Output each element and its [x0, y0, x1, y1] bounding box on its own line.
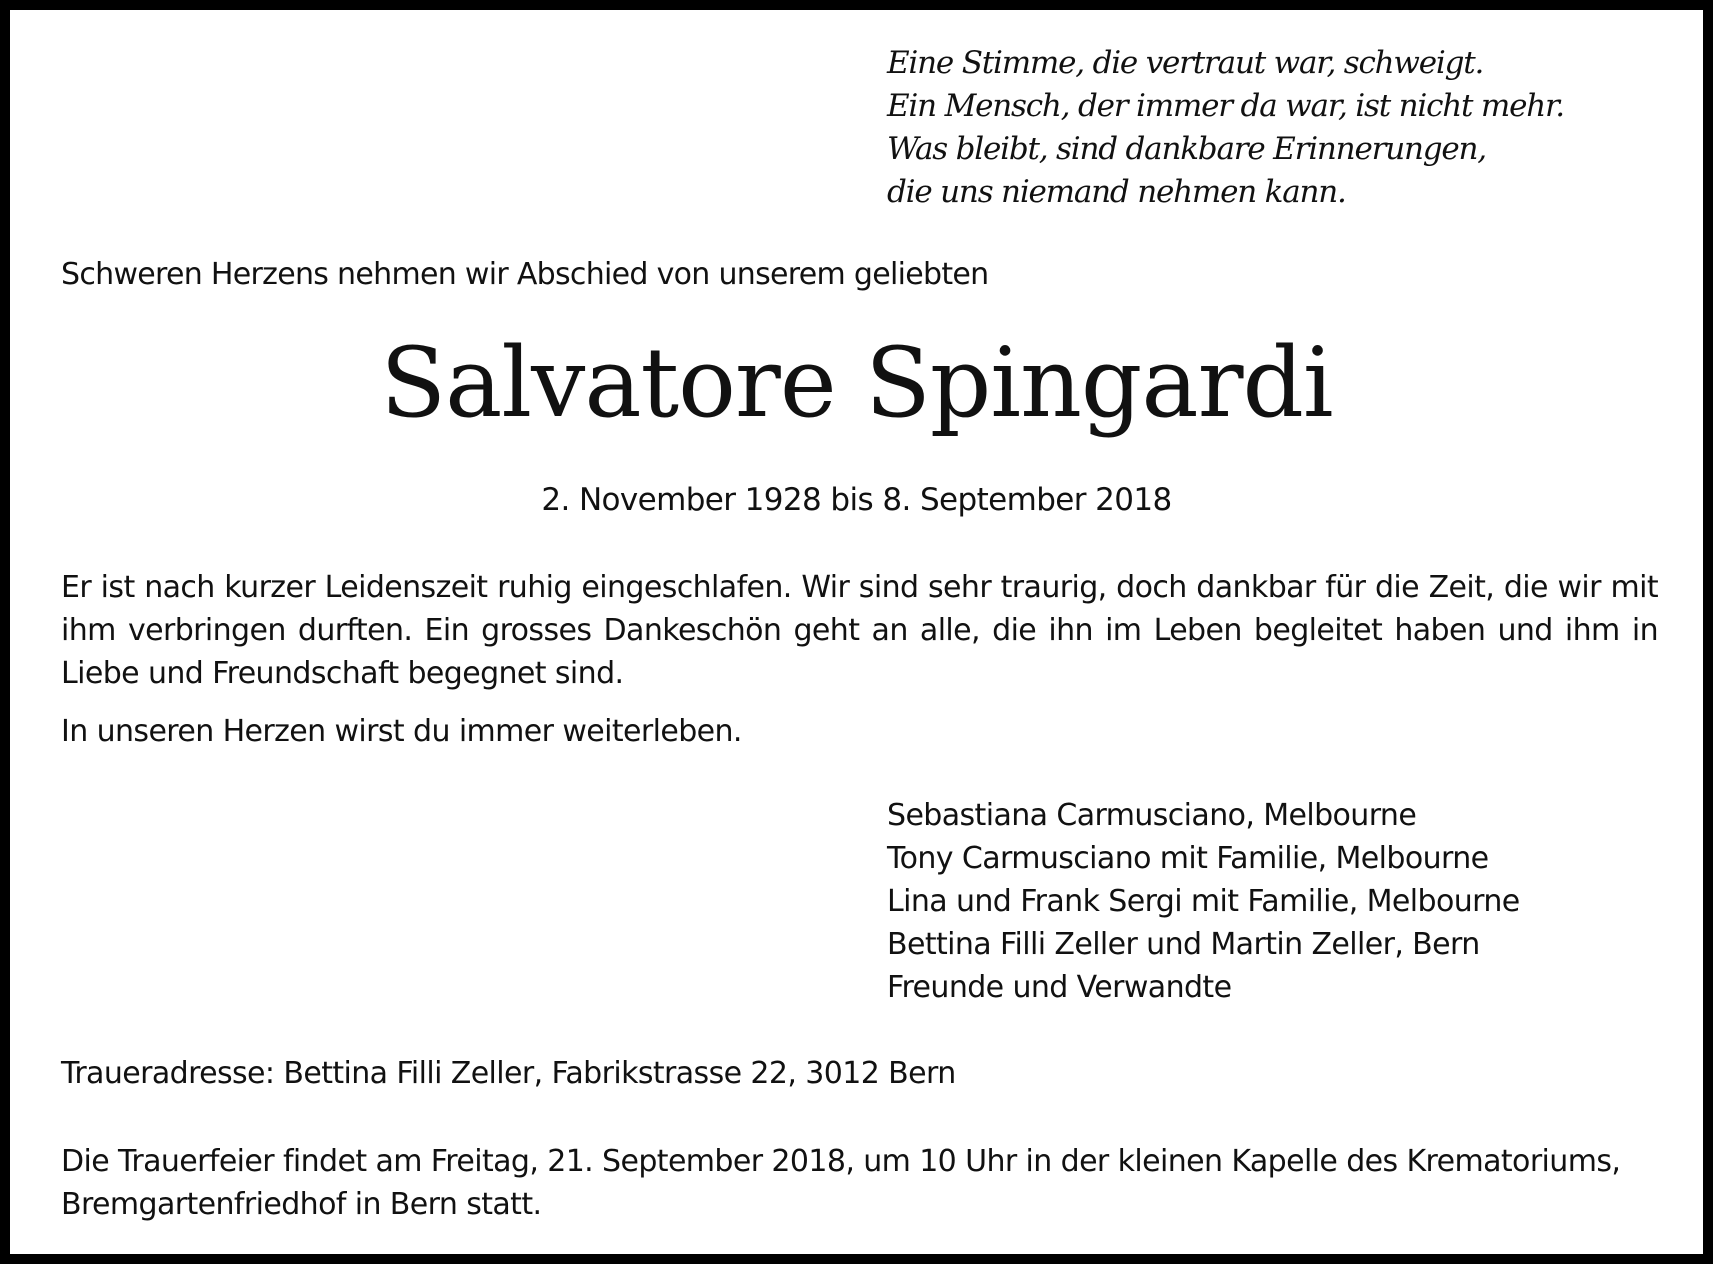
mourning-address: Traueradresse: Bettina Filli Zeller, Fabrikstrasse 22, 3012 Bern	[61, 1056, 956, 1091]
mourner-entry: Tony Carmusciano mit Familie, Melbourne	[887, 841, 1489, 876]
obituary-notice	[10, 10, 1703, 1254]
life-dates: 2. November 1928 bis 8. September 2018	[541, 482, 1172, 518]
mourner-entry: Lina und Frank Sergi mit Familie, Melbourne	[887, 884, 1520, 919]
mourner-entry: Sebastiana Carmusciano, Melbourne	[887, 798, 1417, 833]
memorial-poem	[887, 42, 1564, 214]
poem-line: die uns niemand nehmen kann.	[887, 174, 1346, 210]
closing-line: In unseren Herzen wirst du immer weiterleben.	[61, 714, 742, 749]
intro-text: Schweren Herzens nehmen wir Abschied von unserem geliebten	[61, 257, 989, 292]
poem-line: Ein Mensch, der immer da war, ist nicht mehr.	[887, 88, 1564, 124]
mourner-entry: Freunde und Verwandte	[887, 970, 1232, 1005]
poem-line: Eine Stimme, die vertraut war, schweigt.	[887, 45, 1484, 81]
funeral-details: Die Trauerfeier findet am Freitag, 21. September 2018, um 10 Uhr in der kleinen Kapelle des Krematoriums, Bremgartenfriedhof in Bern statt.	[61, 1144, 1621, 1222]
mourner-entry: Bettina Filli Zeller und Martin Zeller, Bern	[887, 927, 1480, 962]
deceased-name: Salvatore Spingardi	[380, 327, 1333, 439]
mourners-list	[887, 794, 1520, 1009]
message-paragraph: Er ist nach kurzer Leidenszeit ruhig eingeschlafen. Wir sind sehr traurig, doch dankbar für die Zeit, die wir mit ihm verbringen durften. Ein grosses Dankeschön geht an alle, die ihn im Leben begleitet haben und ihm in Liebe und Freundschaft begegnet sind.	[61, 570, 1658, 691]
poem-line: Was bleibt, sind dankbare Erinnerungen,	[887, 131, 1486, 167]
